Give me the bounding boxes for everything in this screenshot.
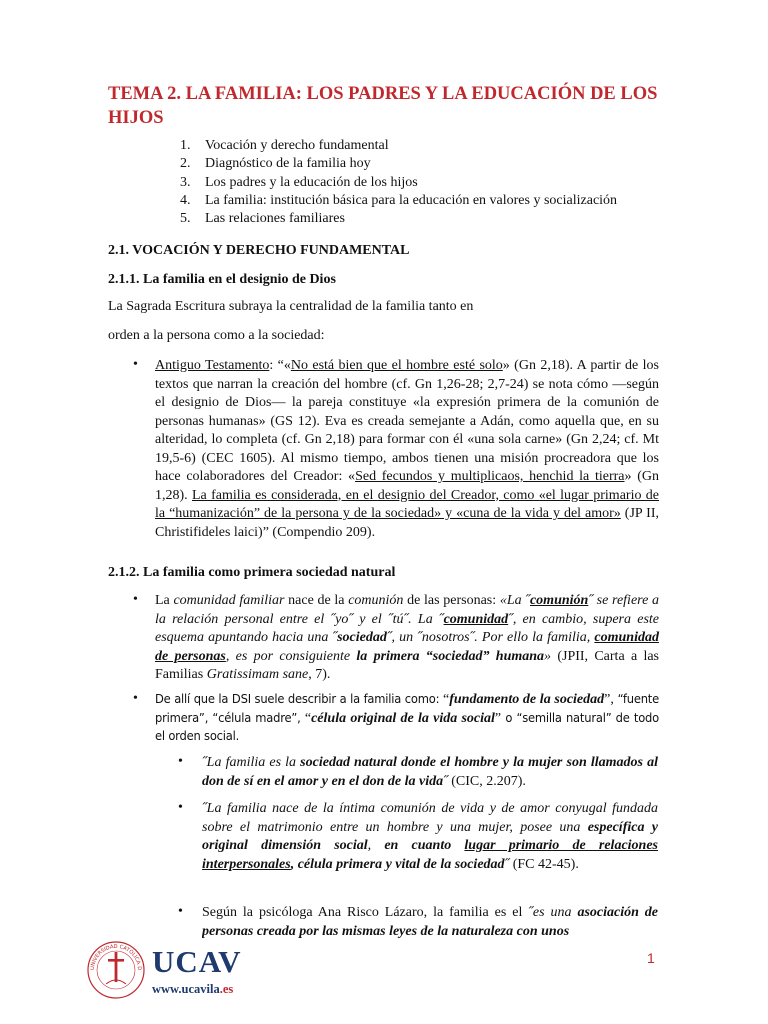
intro-paragraph-line: orden a la persona como a la sociedad: <box>108 328 325 343</box>
bullet-icon: • <box>133 592 138 607</box>
table-of-contents <box>180 137 617 228</box>
bullet-icon: • <box>133 691 138 706</box>
seal-text: UNIVERSIDAD CATÓLICA D <box>89 943 143 971</box>
bullet-comunidad-familiar: La comunidad familiar nace de la comunión de las personas: «La ˝comunión˝ se refiere a la relación personal entre el ˝yo˝ y el ˝tú˝. La ˝comunidad˝, en cambio, supera este esquema apuntando hacia una ˝sociedad˝, un ˝nosotros˝. Por ello la familia, comunidad de personas, es por consiguiente la primera “sociedad” humana» (JPII, Carta a las Familias Gratissimam sane, 7). <box>155 593 660 683</box>
page-number: 1 <box>647 950 655 966</box>
toc-item <box>180 155 617 173</box>
svg-text:UNIVERSIDAD CATÓLICA DE ÁVILA <box>86 940 142 971</box>
bullet-dsi-fundamento: De allí que la DSI suele describir a la familia como: “fundamento de la sociedad”, “fuente primera”, “célula madre”, “célula original de la vida social” o “semilla natural” de todo el orden social. <box>155 692 659 745</box>
website-link-host: www.ucavila <box>152 982 220 996</box>
bullet-icon: • <box>178 754 183 769</box>
bullet-icon: • <box>178 904 183 919</box>
website-link[interactable] <box>152 982 233 997</box>
bullet-antiguo-testamento: Antiguo Testamento: “«No está bien que el hombre esté solo» (Gn 2,18). A partir de los textos que narran la creación del hombre (cf. Gn 1,26-28; 2,7-24) se nota cómo —según el designio de Dios— la pareja constituye «la expresión primera de la comunión de personas humanas» (GS 12). Eva es creada semejante a Adán, como aquella que, en su alteridad, lo completa (cf. Gn 2,18) para formar con él «una sola carne» (Gn 2,24; cf. Mt 19,5-6) (CEC 1605). Al mismo tiempo, ambos tienen una misión procreadora que los hace colaboradores del Creador: «Sed fecundos y multiplicaos, henchid la tierra» (Gn 1,28). La familia es considerada, en el designio del Creador, como «el lugar primario de la “humanización” de la persona y de la sociedad» y «cuna de la vida y del amor» (JP II, Christifideles laici)” (Compendio 209). <box>155 358 659 540</box>
website-link-domain: .es <box>219 982 234 996</box>
toc-item-number: 4. <box>180 192 191 208</box>
toc-item-text: Vocación y derecho fundamental <box>205 138 389 153</box>
subsection-heading-sociedad-natural: 2.1.2. La familia como primera sociedad natural <box>108 565 396 580</box>
subsection-heading-designio: 2.1.1. La familia en el designio de Dios <box>108 272 336 287</box>
university-seal-logo <box>86 940 146 1000</box>
bullet-icon: • <box>133 357 138 372</box>
brand-name: UCAV <box>152 944 242 979</box>
toc-item-text: Diagnóstico de la familia hoy <box>205 156 371 172</box>
toc-item-text: La familia: institución básica para la educación en valores y socialización <box>205 192 618 208</box>
toc-item <box>180 137 617 155</box>
toc-item <box>180 192 617 210</box>
toc-item-number: 3. <box>180 174 191 190</box>
toc-item-number: 1. <box>180 138 191 153</box>
toc-item-text: Las relaciones familiares <box>205 211 345 227</box>
document-title: TEMA 2. LA FAMILIA: LOS PADRES Y LA EDUCACIÓN DE LOS HIJOS <box>108 84 658 128</box>
toc-item-number: 2. <box>180 156 191 172</box>
section-heading: 2.1. VOCACIÓN Y DERECHO FUNDAMENTAL <box>108 243 410 258</box>
subbullet-risco-quote: Según la psicóloga Ana Risco Lázaro, la familia es el ˝es una asociación de personas creada por las mismas leyes de la naturaleza con unos <box>202 905 658 939</box>
toc-item-text: Los padres y la educación de los hijos <box>205 174 418 190</box>
toc-item <box>180 174 617 192</box>
subbullet-fc-quote: ˝La familia nace de la íntima comunión de vida y de amor conyugal fundada sobre el matrimonio entre un hombre y una mujer, posee una específica y original dimensión social, en cuanto lugar primario de relaciones interpersonales, célula primera y vital de la sociedad˝ (FC 42-45). <box>202 801 658 872</box>
subbullet-cic-quote: ˝La familia es la sociedad natural donde el hombre y la mujer son llamados al don de sí en el amor y en el don de la vida˝ (CIC, 2.207). <box>202 755 658 789</box>
toc-item <box>180 210 617 228</box>
bullet-icon: • <box>178 800 183 815</box>
toc-item-number: 5. <box>180 211 191 227</box>
intro-paragraph-line: La Sagrada Escritura subraya la centralidad de la familia tanto en <box>108 299 474 314</box>
